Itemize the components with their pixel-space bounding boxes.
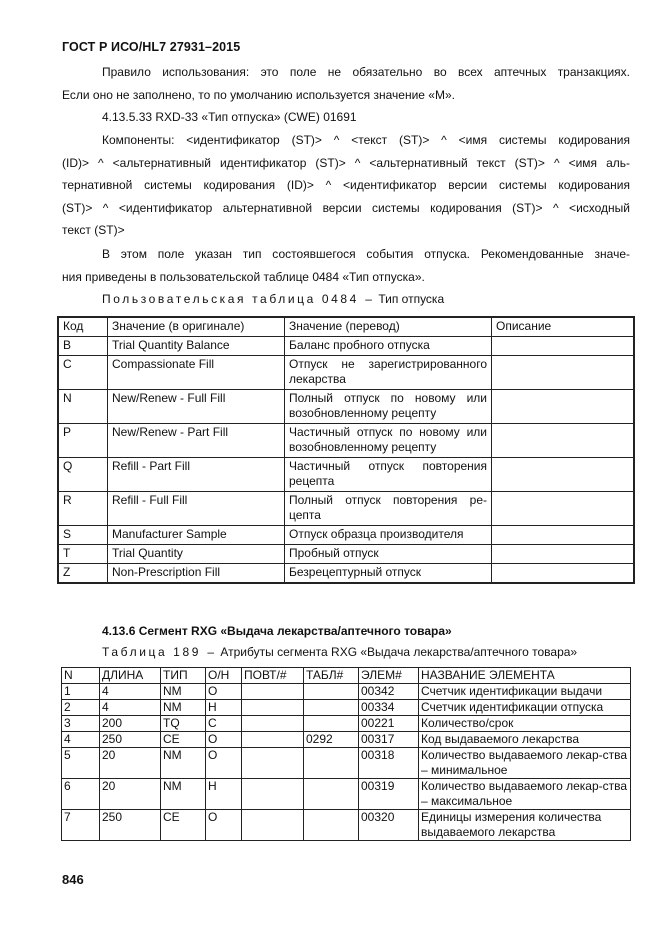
cell-length: 4 (100, 700, 161, 716)
cell-length: 200 (100, 716, 161, 732)
paragraph-usage-rule (62, 61, 630, 129)
cell-type: TQ (161, 716, 206, 732)
cell-type: NM (161, 779, 206, 810)
cell-length: 250 (100, 810, 161, 841)
column-header: Значение (перевод) (285, 317, 492, 337)
cell-code: S (58, 526, 108, 545)
cell-translation: Отпуск образца производителя (285, 526, 492, 545)
cell-optionality: О (206, 684, 242, 700)
table-row (58, 356, 634, 390)
table-row (62, 684, 631, 700)
cell-n: 3 (62, 716, 100, 732)
cell-length: 250 (100, 732, 161, 748)
cell-element: 00221 (359, 716, 419, 732)
cell-optionality: О (206, 748, 242, 779)
table-row (58, 526, 634, 545)
cell-original: Refill - Part Fill (108, 458, 285, 492)
cell-element-name: Количество выдаваемого лекар-ства – минимальное (419, 748, 631, 779)
cell-n: 5 (62, 748, 100, 779)
caption-title: Тип отпуска (378, 292, 445, 306)
cell-original: Trial Quantity (108, 545, 285, 564)
cell-description (492, 356, 635, 390)
cell-translation: Отпуск не зарегистрированного лекарства (285, 356, 492, 390)
text-line: тернативной системы кодирования (ID)> ^ <идентификатор версии системы кодирования (62, 178, 630, 192)
cell-type: NM (161, 684, 206, 700)
caption-prefix: Таблица 189 (102, 645, 202, 659)
document-header: ГОСТ Р ИСО/HL7 27931–2015 (62, 40, 241, 54)
cell-element-name: Единицы измерения количества выдаваемого лекарства (419, 810, 631, 841)
text-line: В этом поле указан тип состоявшегося события отпуска. Рекомендованные значе- (102, 247, 630, 261)
table1-caption (102, 292, 444, 306)
cell-code: Z (58, 564, 108, 584)
table-row (58, 564, 634, 584)
cell-n: 6 (62, 779, 100, 810)
cell-code: C (58, 356, 108, 390)
cell-description (492, 492, 635, 526)
section-heading: 4.13.6 Сегмент RXG «Выдача лекарства/аптечного товара» (102, 624, 452, 638)
text-line: (ID)> ^ <альтернативный идентификатор (ST)> ^ <альтернативный текст (ST)> ^ <имя аль- (62, 155, 630, 170)
cell-original: Non-Prescription Fill (108, 564, 285, 584)
table-row (58, 492, 634, 526)
cell-element: 00317 (359, 732, 419, 748)
cell-type: NM (161, 748, 206, 779)
cell-optionality: С (206, 716, 242, 732)
cell-element: 00319 (359, 779, 419, 810)
cell-repeat (242, 732, 304, 748)
cell-n: 7 (62, 810, 100, 841)
caption-prefix: Пользовательская таблица 0484 (102, 292, 359, 306)
text-line: Компоненты: <идентификатор (ST)> ^ <текст (ST)> ^ <имя системы кодирования (102, 133, 630, 147)
table-row (58, 424, 634, 458)
cell-description (492, 526, 635, 545)
text-line: (ST)> ^ <идентификатор альтернативной версии системы кодирования (ST)> ^ <исходный (62, 200, 630, 215)
cell-description (492, 337, 635, 356)
cell-type: CE (161, 810, 206, 841)
cell-original: New/Renew - Part Fill (108, 424, 285, 458)
cell-original: Trial Quantity Balance (108, 337, 285, 356)
cell-repeat (242, 810, 304, 841)
cell-optionality: О (206, 810, 242, 841)
cell-original: Refill - Full Fill (108, 492, 285, 526)
paragraph-description (62, 243, 630, 288)
column-header: Значение (в оригинале) (108, 317, 285, 337)
column-header: Описание (492, 317, 635, 337)
cell-original: New/Renew - Full Fill (108, 390, 285, 424)
cell-code: Q (58, 458, 108, 492)
cell-optionality: Н (206, 779, 242, 810)
table-header-row (62, 668, 631, 684)
table-row (58, 390, 634, 424)
column-header: ЭЛЕМ# (359, 668, 419, 684)
cell-code: R (58, 492, 108, 526)
cell-translation: Пробный отпуск (285, 545, 492, 564)
paragraph-components (62, 129, 630, 242)
cell-element-name: Количество выдаваемого лекар-ства – максимальное (419, 779, 631, 810)
text-line: Если оно не заполнено, то по умолчанию используется значение «M». (62, 87, 455, 102)
cell-table (304, 716, 359, 732)
cell-table (304, 684, 359, 700)
cell-description (492, 458, 635, 492)
cell-table (304, 700, 359, 716)
cell-repeat (242, 700, 304, 716)
cell-description (492, 564, 635, 584)
table-row (62, 732, 631, 748)
cell-translation: Полный отпуск по новому или возобновленному рецепту (285, 390, 492, 424)
page-number: 846 (62, 872, 84, 887)
column-header: N (62, 668, 100, 684)
cell-translation: Частичный отпуск повторения рецепта (285, 458, 492, 492)
cell-code: T (58, 545, 108, 564)
cell-element-name: Счетчик идентификации выдачи (419, 684, 631, 700)
cell-optionality: Н (206, 700, 242, 716)
cell-code: N (58, 390, 108, 424)
cell-n: 1 (62, 684, 100, 700)
cell-n: 4 (62, 732, 100, 748)
cell-original: Manufacturer Sample (108, 526, 285, 545)
text-line: текст (ST)> (62, 223, 125, 237)
cell-table: 0292 (304, 732, 359, 748)
column-header: ДЛИНА (100, 668, 161, 684)
table-row (58, 545, 634, 564)
table-row (62, 700, 631, 716)
cell-length: 20 (100, 748, 161, 779)
caption-dash: – (207, 645, 215, 659)
text-line: Правило использования: это поле не обязательно во всех аптечных транзакциях. (102, 65, 630, 79)
cell-element: 00334 (359, 700, 419, 716)
cell-element-name: Счетчик идентификации отпуска (419, 700, 631, 716)
cell-repeat (242, 716, 304, 732)
cell-length: 20 (100, 779, 161, 810)
column-header: НАЗВАНИЕ ЭЛЕМЕНТА (419, 668, 631, 684)
cell-length: 4 (100, 684, 161, 700)
cell-element: 00320 (359, 810, 419, 841)
table-row (62, 748, 631, 779)
cell-repeat (242, 748, 304, 779)
cell-type: CE (161, 732, 206, 748)
cell-table (304, 810, 359, 841)
table-header-row (58, 317, 634, 337)
cell-element-name: Код выдаваемого лекарства (419, 732, 631, 748)
table2-caption (102, 645, 577, 659)
cell-repeat (242, 779, 304, 810)
cell-translation: Безрецептурный отпуск (285, 564, 492, 584)
cell-element: 00318 (359, 748, 419, 779)
column-header: ТИП (161, 668, 206, 684)
column-header: ПОВТ/# (242, 668, 304, 684)
rxg-attributes-table (61, 667, 631, 841)
table-row (62, 779, 631, 810)
cell-code: P (58, 424, 108, 458)
text-line: ния приведены в пользовательской таблице 0484 «Тип отпуска». (62, 269, 425, 284)
cell-original: Compassionate Fill (108, 356, 285, 390)
caption-title: Атрибуты сегмента RXG «Выдача лекарства/аптечного товара» (220, 645, 578, 659)
column-header: Код (58, 317, 108, 337)
cell-description (492, 424, 635, 458)
table-row (58, 337, 634, 356)
table-row (62, 810, 631, 841)
caption-dash: – (365, 292, 372, 306)
cell-description (492, 545, 635, 564)
cell-translation: Частичный отпуск по новому или возобновленному рецепту (285, 424, 492, 458)
cell-table (304, 748, 359, 779)
cell-n: 2 (62, 700, 100, 716)
subsection-heading: 4.13.5.33 RXD-33 «Тип отпуска» (CWE) 01691 (102, 110, 357, 124)
cell-optionality: О (206, 732, 242, 748)
table-row (62, 716, 631, 732)
cell-translation: Полный отпуск повторения ре-цепта (285, 492, 492, 526)
cell-description (492, 390, 635, 424)
cell-element: 00342 (359, 684, 419, 700)
cell-translation: Баланс пробного отпуска (285, 337, 492, 356)
column-header: ТАБЛ# (304, 668, 359, 684)
cell-table (304, 779, 359, 810)
dispense-type-table (57, 316, 635, 584)
cell-repeat (242, 684, 304, 700)
cell-code: B (58, 337, 108, 356)
table-row (58, 458, 634, 492)
cell-type: NM (161, 700, 206, 716)
cell-element-name: Количество/срок (419, 716, 631, 732)
column-header: О/Н (206, 668, 242, 684)
